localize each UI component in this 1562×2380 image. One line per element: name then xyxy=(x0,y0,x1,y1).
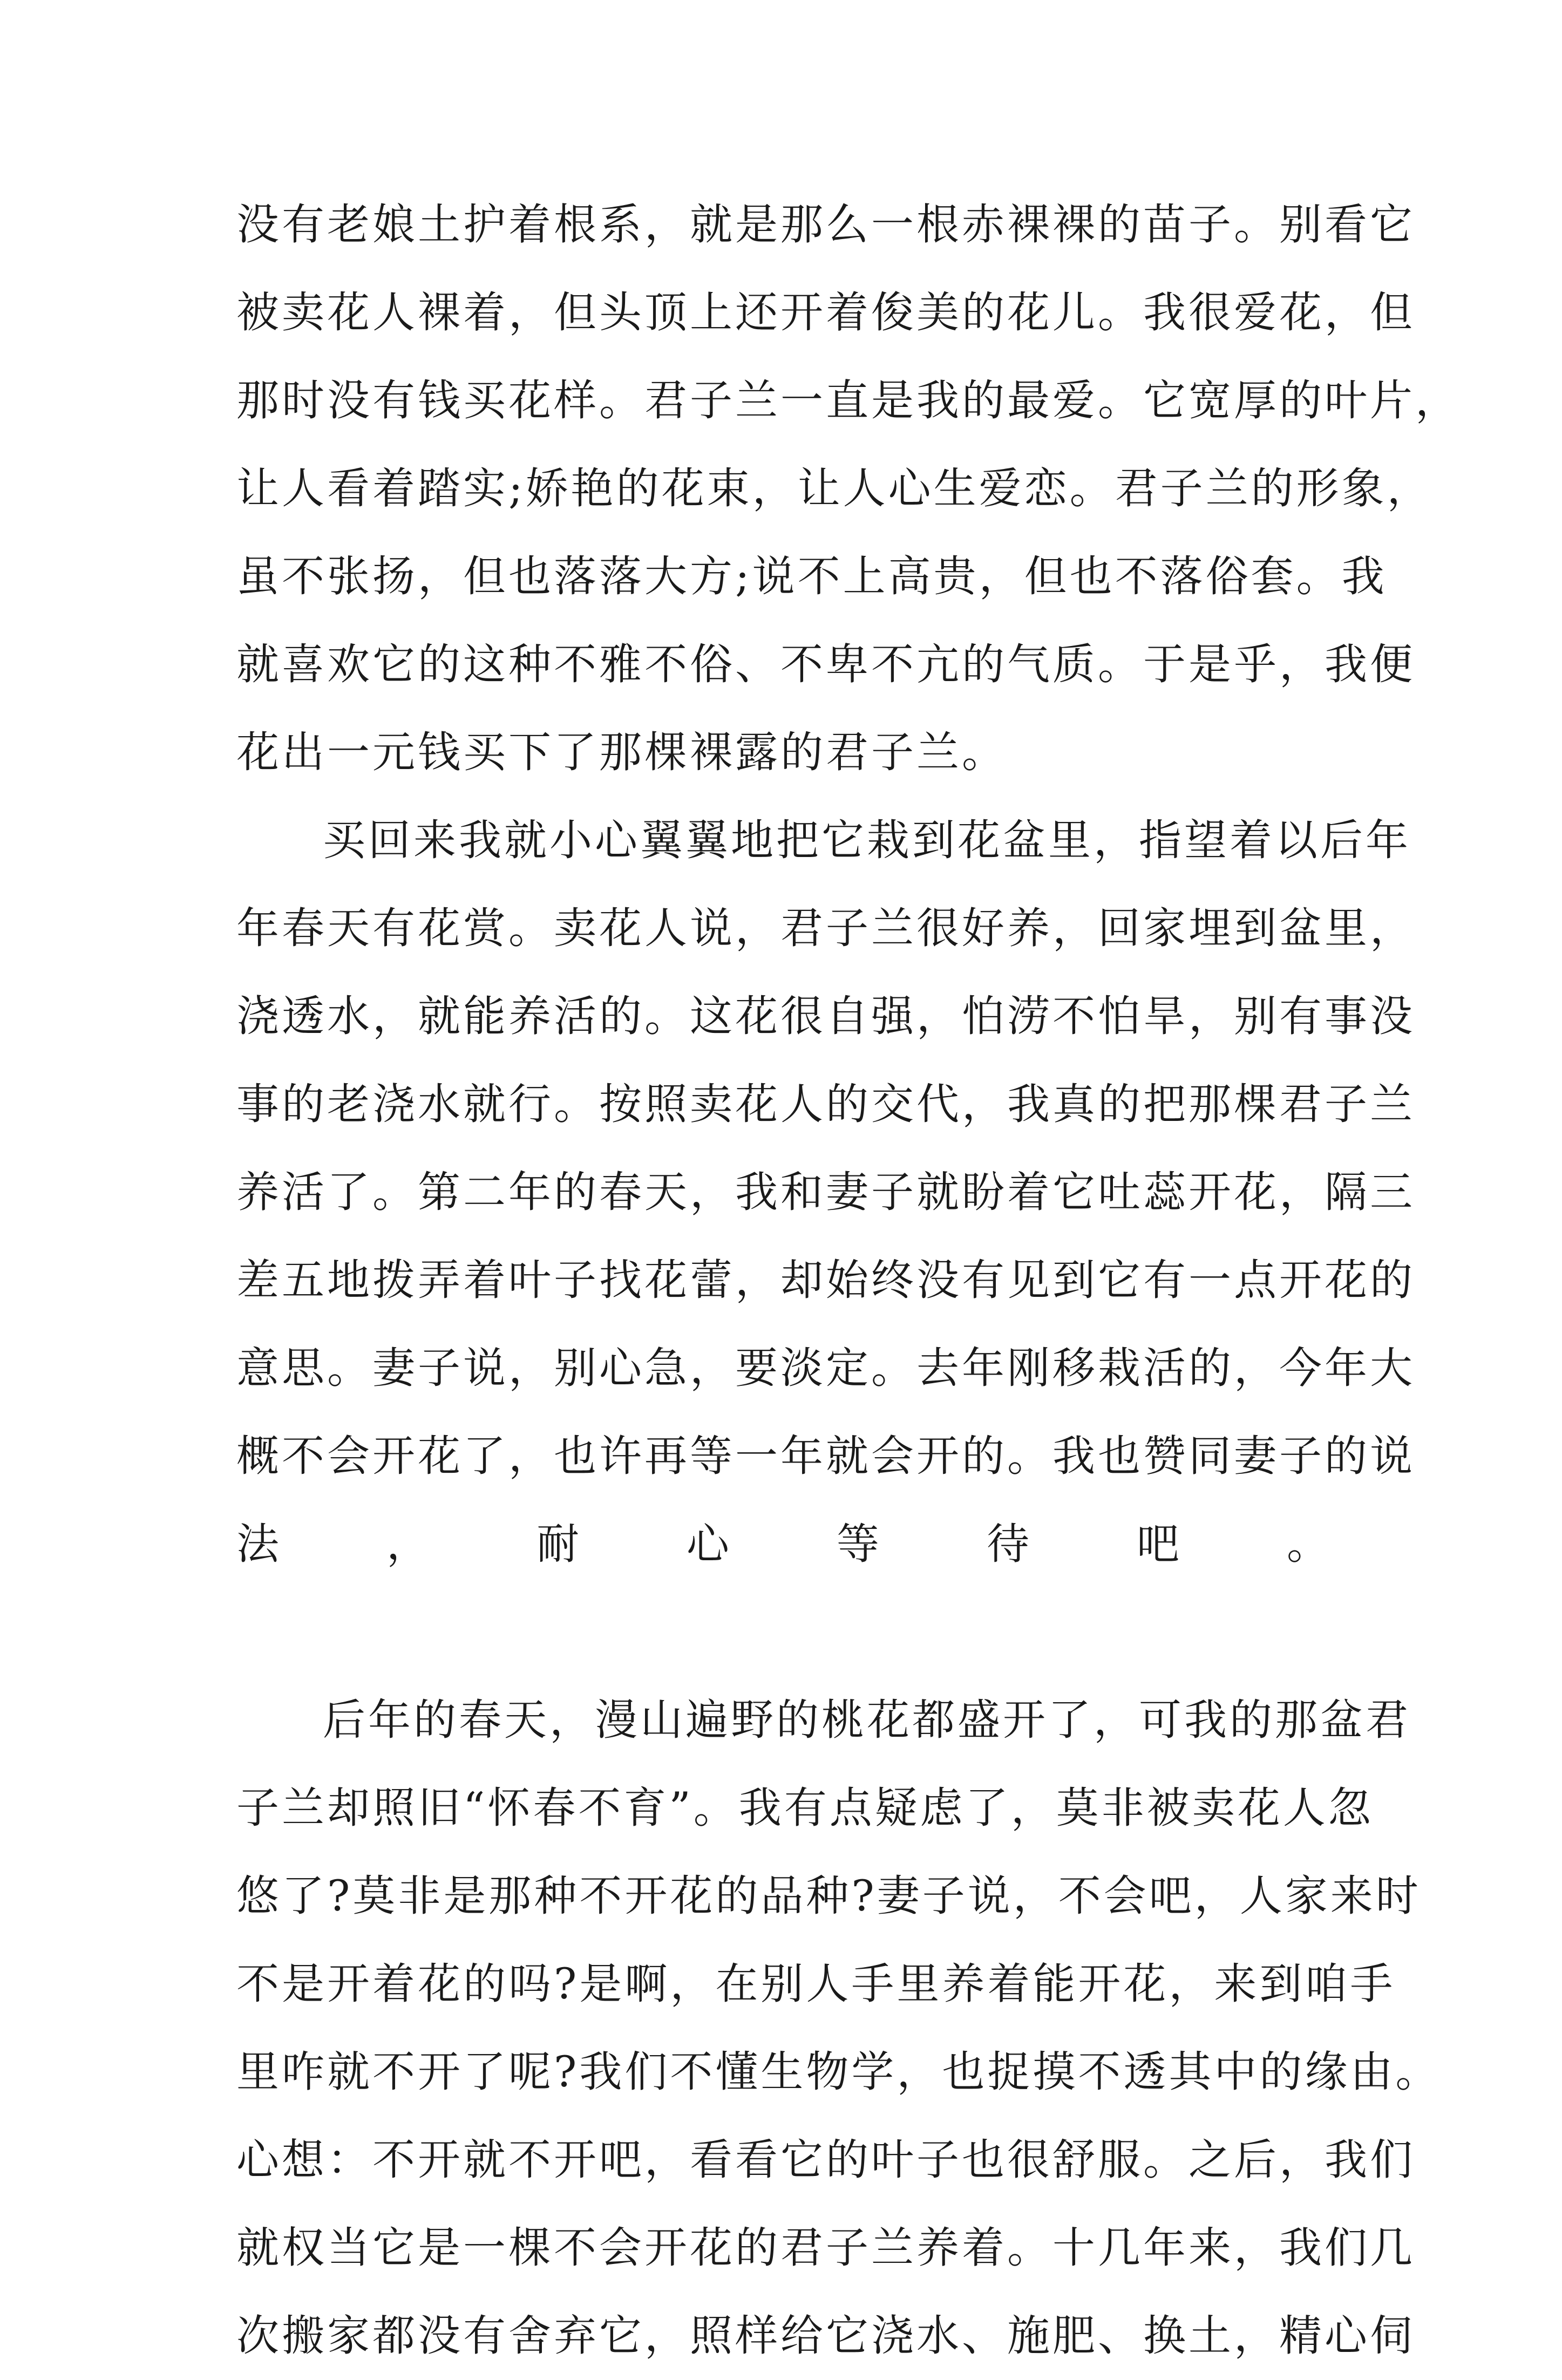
document-body xyxy=(236,181,1461,2380)
text-line: 让人看着踏实;娇艳的花束，让人心生爱恋。君子兰的形象， xyxy=(236,464,1432,513)
text-line: 花出一元钱买下了那棵裸露的君子兰。 xyxy=(236,727,1007,777)
text-line: 子兰却照旧“怀春不育”。我有点疑虑了，莫非被卖花人忽 xyxy=(236,1783,1374,1833)
text-line: 里咋就不开了呢?我们不懂生物学，也捉摸不透其中的缘由。 xyxy=(236,2047,1441,2097)
text-line: 心想：不开就不开吧，看看它的叶子也很舒服。之后，我们 xyxy=(236,2135,1415,2185)
text-line: 概不会开花了，也许再等一年就会开的。我也赞同妻子的说 xyxy=(236,1431,1415,1481)
text-line: 悠了?莫非是那种不开花的品种?妻子说，不会吧，人家来时 xyxy=(236,1871,1421,1921)
paragraph-3 xyxy=(236,1676,1441,2380)
text-line: 就喜欢它的这种不雅不俗、不卑不亢的气质。于是乎，我便 xyxy=(236,640,1415,689)
text-line: 那时没有钱买花样。君子兰一直是我的最爱。它宽厚的叶片， xyxy=(236,376,1461,425)
paragraph-2 xyxy=(236,797,1415,1676)
text-line: 意思。妻子说，别心急，要淡定。去年刚移栽活的，今年大 xyxy=(236,1343,1415,1393)
paragraph-1 xyxy=(236,181,1461,797)
text-line: 买回来我就小心翼翼地把它栽到花盆里，指望着以后年 xyxy=(323,815,1411,865)
text-line: 差五地拨弄着叶子找花蕾，却始终没有见到它有一点开花的 xyxy=(236,1255,1415,1305)
text-line: 浇透水，就能养活的。这花很自强，怕涝不怕旱，别有事没 xyxy=(236,991,1415,1041)
text-line: 养活了。第二年的春天，我和妻子就盼着它吐蕊开花，隔三 xyxy=(236,1167,1415,1217)
text-line: 次搬家都没有舍弃它，照样给它浇水、施肥、换土，精心伺 xyxy=(236,2311,1415,2361)
text-line: 年春天有花赏。卖花人说，君子兰很好养，回家埋到盆里， xyxy=(236,903,1415,953)
text-line: 法，耐心等待吧。 xyxy=(236,1519,1332,1569)
text-line: 就权当它是一棵不会开花的君子兰养着。十几年来，我们几 xyxy=(236,2223,1415,2273)
text-line: 被卖花人裸着，但头顶上还开着俊美的花儿。我很爱花，但 xyxy=(236,288,1415,337)
text-line xyxy=(236,1588,1332,1676)
text-line: 后年的春天，漫山遍野的桃花都盛开了，可我的那盆君 xyxy=(323,1695,1411,1745)
text-line: 事的老浇水就行。按照卖花人的交代，我真的把那棵君子兰 xyxy=(236,1079,1415,1129)
text-line: 没有老娘土护着根系，就是那么一根赤裸裸的苗子。别看它 xyxy=(236,200,1415,249)
text-line: 不是开着花的吗?是啊，在别人手里养着能开花，来到咱手 xyxy=(236,1959,1396,2009)
text-line: 虽不张扬，但也落落大方;说不上高贵，但也不落俗套。我 xyxy=(236,552,1387,601)
